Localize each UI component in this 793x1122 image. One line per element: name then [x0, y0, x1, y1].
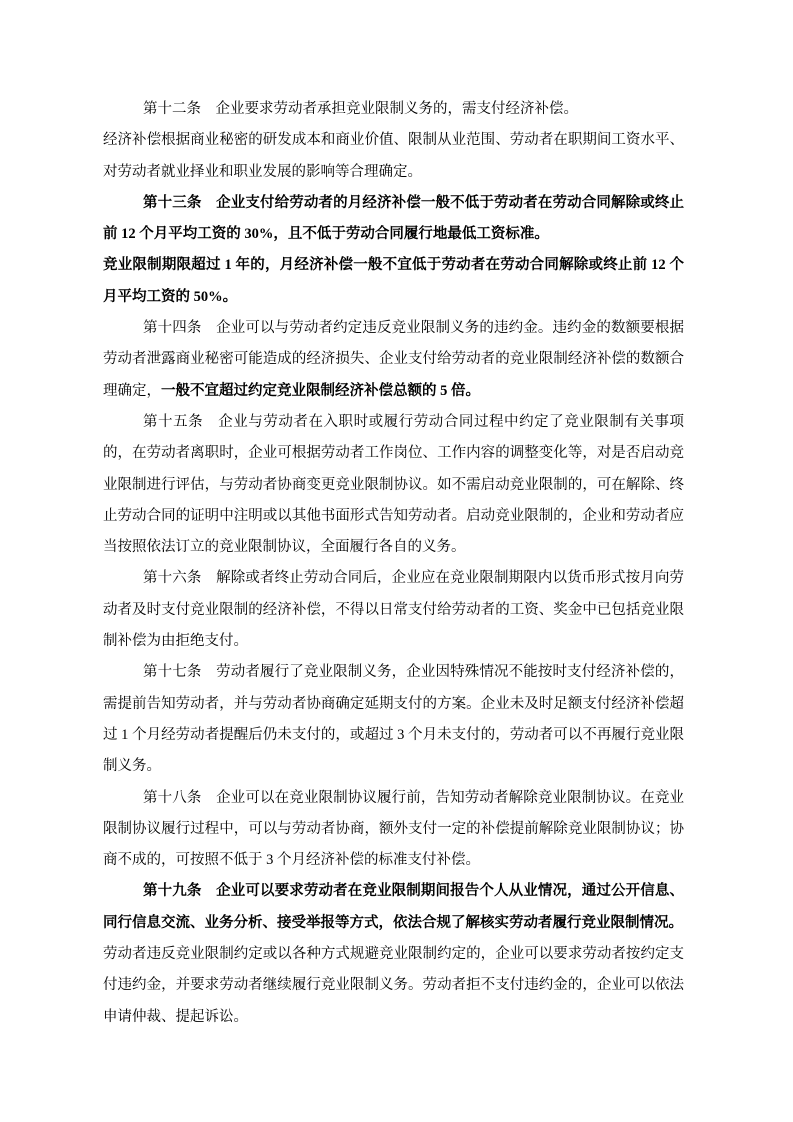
bold-text-run: 一般不宜超过约定竞业限制经济补偿总额的 5 倍。: [161, 382, 480, 399]
text-run: 第十五条 企业与劳动者在入职时或履行劳动合同过程中约定了竞业限制有关事项的，在劳动者离职时，企业可根据劳动者工作岗位、工作内容的调整变化等，对是否启动竞业限制进行评估，与劳动者协商变更竞业限制协议。如不需启动竞业限制的，可在解除、终止劳动合同的证明中注明或以其他书面形式告知劳动者。启动竞业限制的，企业和劳动者应当按照依法订立的竞业限制协议，全面履行各自的义务。: [103, 413, 684, 556]
paragraph-article-19: [103, 876, 684, 939]
text-run: 第十六条 解除或者终止劳动合同后，企业应在竞业限制期限内以货币形式按月向劳动者及时支付竞业限制的经济补偿，不得以日常支付给劳动者的工资、奖金中已包括竞业限制补偿为由拒绝支付。: [103, 570, 684, 650]
text-run: 第十二条 企业要求劳动者承担竞业限制义务的，需支付经济补偿。: [143, 101, 578, 117]
text-run: 经济补偿根据商业秘密的研发成本和商业价值、限制从业范围、劳动者在职期间工资水平、对劳动者就业择业和职业发展的影响等合理确定。: [103, 132, 684, 180]
text-run: 第十四条 企业可以与劳动者约定违反竞业限制义务的违约金。违约金的数额要根据劳动者泄露商业秘密可能造成的经济损失、企业支付给劳动者的竞业限制经济补偿的数额合理确定，: [103, 320, 684, 399]
paragraph-article-15: [103, 407, 684, 563]
text-run: 第十七条 劳动者履行了竞业限制义务，企业因特殊情况不能按时支付经济补偿的，需提前告知劳动者，并与劳动者协商确定延期支付的方案。企业未及时足额支付经济补偿超过 1 个月经劳动者提醒后仍未支付的，或超过 3 个月未支付的，劳动者可以不再履行竞业限制义务。: [103, 664, 684, 775]
paragraph-article-12: [103, 94, 684, 125]
text-run: 第十八条 企业可以在竞业限制协议履行前，告知劳动者解除竞业限制协议。在竞业限制协议履行过程中，可以与劳动者协商，额外支付一定的补偿提前解除竞业限制协议；协商不成的，可按照不低于 3 个月经济补偿的标准支付补偿。: [103, 789, 684, 869]
bold-text-run: 竞业限制期限超过 1 年的，月经济补偿一般不宜低于劳动者在劳动合同解除或终止前 12 个月平均工资的 50%。: [103, 257, 684, 305]
paragraph-article-18: [103, 783, 684, 877]
document-body: [103, 94, 684, 1033]
paragraph-article-12-continuation: [103, 125, 684, 188]
paragraph-article-19-continuation: [103, 939, 684, 1033]
paragraph-article-13-continuation: [103, 250, 684, 313]
paragraph-article-13: [103, 188, 684, 251]
text-run: 劳动者违反竞业限制约定或以各种方式规避竞业限制约定的，企业可以要求劳动者按约定支付违约金，并要求劳动者继续履行竞业限制义务。劳动者拒不支付违约金的，企业可以依法申请仲裁、提起诉讼。: [103, 946, 684, 1025]
paragraph-article-14: [103, 313, 684, 407]
bold-text-run: 第十九条 企业可以要求劳动者在竞业限制期间报告个人从业情况，通过公开信息、同行信息交流、业务分析、接受举报等方式，依法合规了解核实劳动者履行竞业限制情况。: [103, 883, 684, 931]
paragraph-article-17: [103, 657, 684, 782]
paragraph-article-16: [103, 563, 684, 657]
bold-text-run: 第十三条 企业支付给劳动者的月经济补偿一般不低于劳动者在劳动合同解除或终止前 12 个月平均工资的 30%，且不低于劳动合同履行地最低工资标准。: [103, 194, 684, 243]
